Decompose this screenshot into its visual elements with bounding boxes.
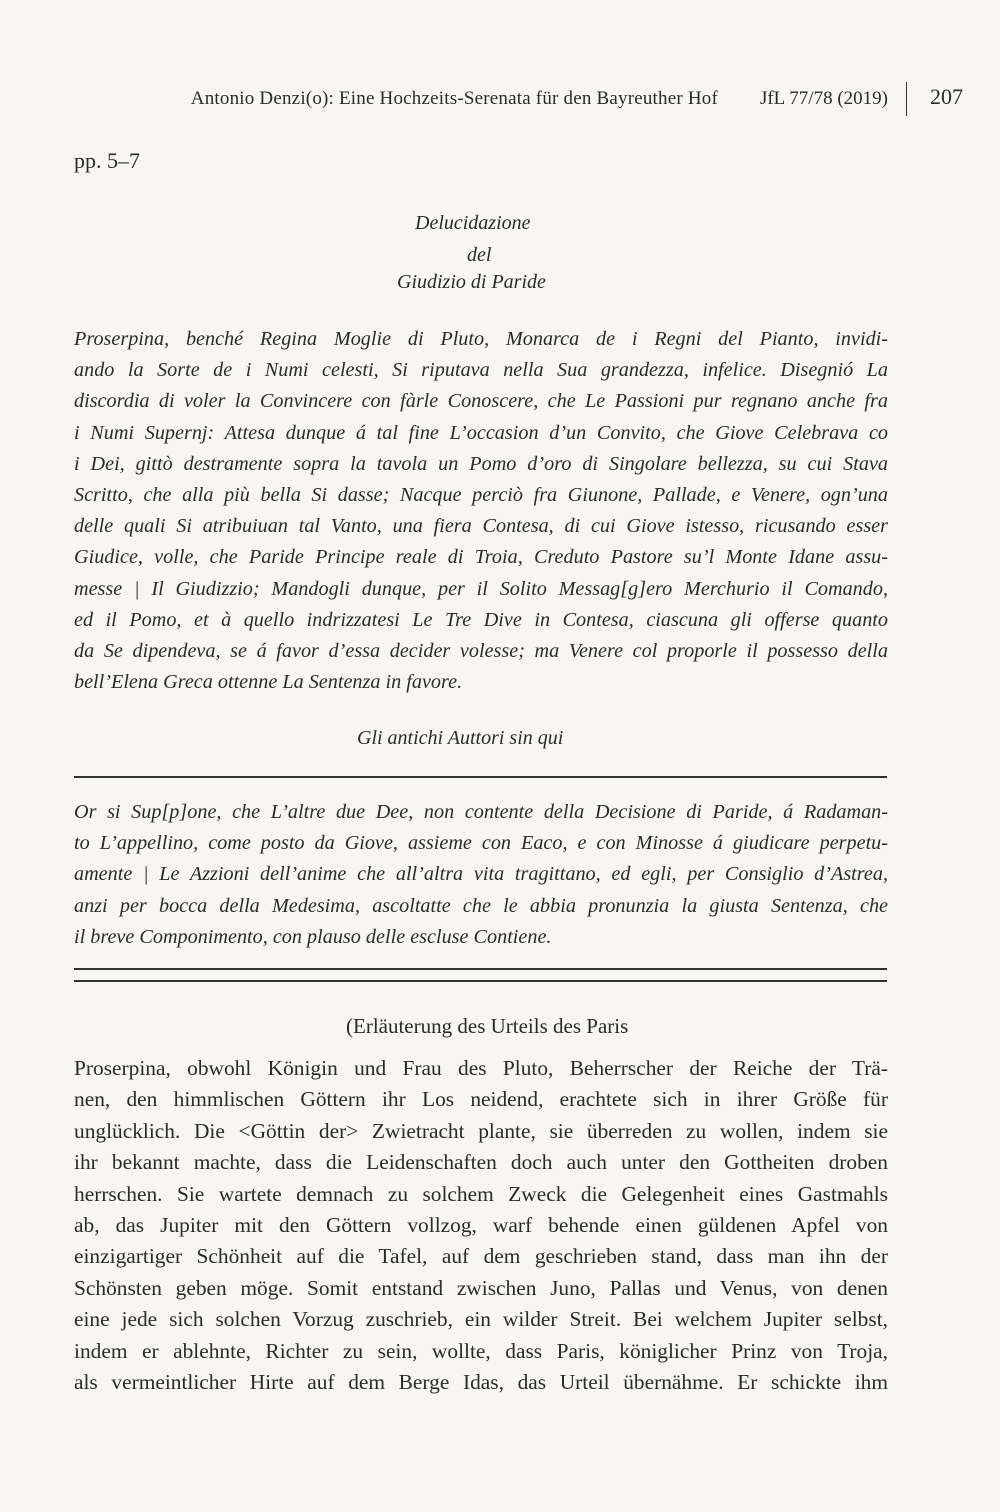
text-line: Proserpina, obwohl Königin und Frau des Pluto, Beherrscher der Reiche der Trä- xyxy=(74,1056,888,1080)
horizontal-rule xyxy=(74,776,887,778)
text-line: indem er ablehnte, Richter zu sein, wollte, dass Paris, königlicher Prinz von Troja, xyxy=(74,1338,888,1363)
authors-line: Gli antichi Auttori sin qui xyxy=(357,727,564,749)
running-head-journal: JfL 77/78 (2019) xyxy=(759,88,888,109)
german-title: (Erläuterung des Urteils des Paris xyxy=(346,1014,629,1038)
horizontal-rule xyxy=(74,980,887,982)
german-paragraph xyxy=(74,1053,888,1398)
text-line: to L’appellino, come posto da Giove, assieme con Eaco, e con Minosse á giudicare perpetu- xyxy=(74,832,888,855)
text-line: Or si Sup[p]one, che L’altre due Dee, non contente della Decisione di Paride, á Radaman- xyxy=(74,801,888,823)
text-line: da Se dipendeva, se á favor d’essa decider volesse; ma Venere col proporle il possesso della xyxy=(74,640,888,663)
text-line: ihr bekannt machte, dass die Leidenschaften doch auch unter den Gottheiten droben xyxy=(74,1150,888,1175)
text-line: bell’Elena Greca ottenne La Sentenza in favore. xyxy=(74,671,463,694)
text-line: als vermeintlicher Hirte auf dem Berge Idas, das Urteil übernähme. Er schickte ihm xyxy=(74,1370,888,1395)
text-line: il breve Componimento, con plauso delle escluse Contiene. xyxy=(74,925,552,948)
page-number: 207 xyxy=(930,84,963,109)
text-line: Schönsten geben möge. Somit entstand zwischen Juno, Pallas und Venus, von denen xyxy=(74,1275,888,1300)
text-line: ed il Pomo, et à quello indrizzatesi Le Tre Dive in Contesa, ciascuna gli offerse quanto xyxy=(74,608,888,631)
text-line: ab, das Jupiter mit den Göttern vollzog, warf behende einen güldenen Apfel von xyxy=(74,1213,888,1238)
text-line: amente | Le Azzioni dell’anime che all’altra vita tragittano, ed egli, per Consiglio d’Astrea, xyxy=(74,863,888,886)
heading-line-2: del xyxy=(467,244,492,266)
text-line: discordia di voler la Convincere con fàrle Conoscere, che Le Passioni pur regnano anche fra xyxy=(74,390,888,413)
italian-paragraph-2 xyxy=(74,797,888,953)
text-line: unglücklich. Die <Göttin der> Zwietracht plante, sie überreden zu wollen, indem sie xyxy=(74,1118,888,1143)
running-head-separator xyxy=(906,82,907,116)
horizontal-rule xyxy=(74,968,887,970)
text-line: ando la Sorte de i Numi celesti, Si riputava nella Sua grandezza, infelice. Disegnió La xyxy=(74,359,888,382)
marginal-note: pp. 5–7 xyxy=(74,148,140,173)
text-line: Giudice, volle, che Paride Principe reale di Troia, Creduto Pastore su’l Monte Idane assu- xyxy=(74,546,888,569)
heading-line-3: Giudizio di Paride xyxy=(397,271,546,293)
text-line: eine jede sich solchen Vorzug zuschrieb, ein wilder Streit. Bei welchem Jupiter selbst, xyxy=(74,1307,888,1332)
text-line: herrschen. Sie wartete demnach zu solchem Zweck die Gelegenheit eines Gastmahls xyxy=(74,1181,888,1206)
text-line: delle quali Si atribuiuan tal Vanto, una fiera Contesa, di cui Giove istesso, ricusando esser xyxy=(74,515,888,538)
italian-paragraph-1 xyxy=(74,324,888,698)
text-line: Scritto, che alla più bella Si dasse; Nacque perciò fra Giunone, Pallade, e Venere, ogn’una xyxy=(74,484,888,507)
running-head xyxy=(0,84,1000,118)
text-line: i Numi Supernj: Attesa dunque á tal fine L’occasion d’un Convito, che Giove Celebrava co xyxy=(74,421,888,444)
heading-line-1: Delucidazione xyxy=(415,212,531,234)
running-head-title: Antonio Denzi(o): Eine Hochzeits-Serenata für den Bayreuther Hof xyxy=(190,88,718,109)
text-line: Proserpina, benché Regina Moglie di Pluto, Monarca de i Regni del Pianto, invidi- xyxy=(74,328,888,350)
text-line: anzi per bocca della Medesima, ascoltatte che le abbia pronunzia la giusta Sentenza, che xyxy=(74,894,888,917)
text-line: einzigartiger Schönheit auf die Tafel, auf dem geschrieben stand, dass man ihn der xyxy=(74,1244,888,1269)
text-line: messe | Il Giudizzio; Mandogli dunque, per il Solito Messag[g]ero Merchurio il Comando, xyxy=(74,577,888,600)
text-line: i Dei, gittò destramente sopra la tavola un Pomo d’oro di Singolare bellezza, su cui Stava xyxy=(74,452,888,475)
text-line: nen, den himmlischen Göttern ihr Los neidend, erachtete sich in ihrer Größe für xyxy=(74,1087,888,1112)
